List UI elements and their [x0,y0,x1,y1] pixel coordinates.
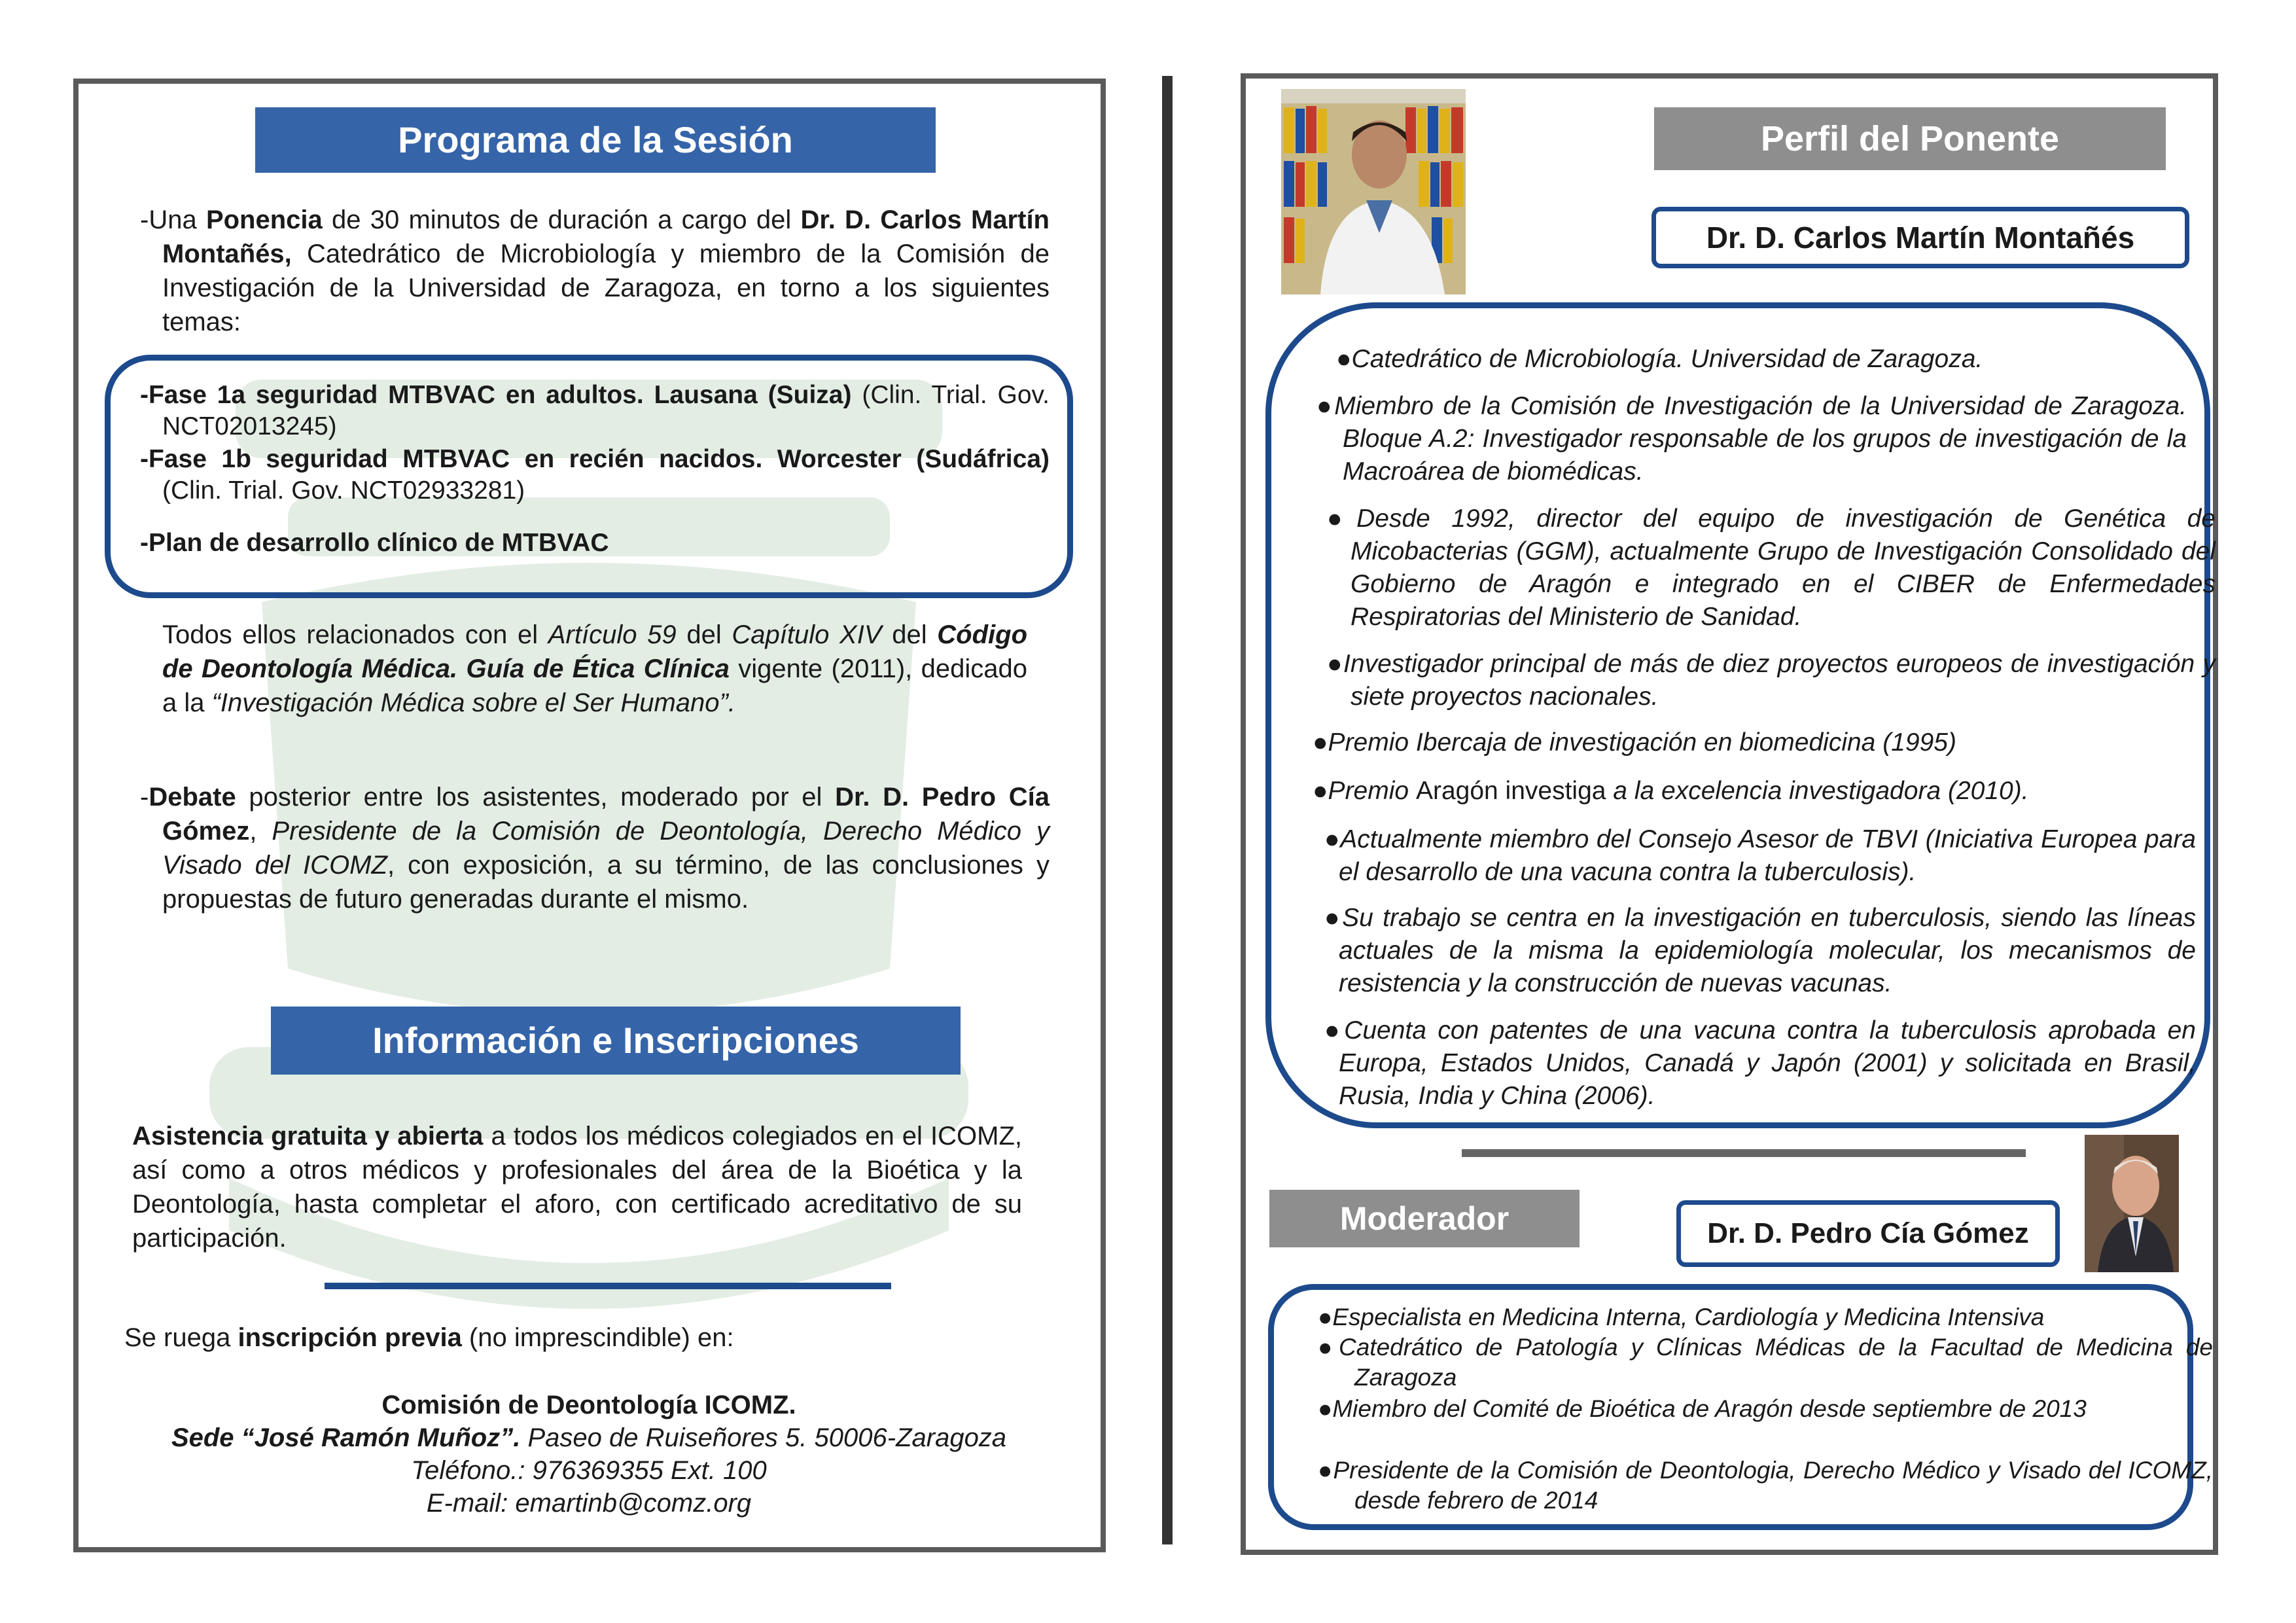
related-italic-1: Artículo 59 [548,620,677,649]
debate-text-2: , con exposición, a su término, de las conclusiones y propuestas de futuro generadas durante el mismo. [162,851,1050,914]
attendance-bold: Asistencia gratuita y abierta [132,1122,484,1150]
moderator-header: Moderador [1269,1190,1580,1247]
ponencia-text-2: de 30 minutos de duración a cargo del [322,205,801,234]
related-text-3: del [881,620,938,649]
related-italic-3: “Investigación Médica sobre el Ser Humano”. [211,688,735,717]
topic-2-ref: (Clin. Trial. Gov. NCT02933281) [162,476,525,505]
award2-name: Aragón investiga [1415,777,1606,805]
debate-dash: - [140,783,149,812]
speaker-bullet-4: ●Investigador principal de más de diez proyectos europeos de investigación y siete proyectos nacionales. [1327,650,2216,711]
award2-text-2: a la excelencia investigadora (2010). [1606,777,2029,805]
speaker-bullet-5: ●Premio Ibercaja de investigación en biomedicina (1995) [1313,728,1956,757]
speaker-name-box: Dr. D. Carlos Martín Montañés [1651,207,2189,268]
contact-sede-name: Sede “José Ramón Muñoz”. [171,1423,521,1452]
registration-line [124,1321,1027,1355]
related-text-1: Todos ellos relacionados con el [162,620,548,649]
speaker-bullet-3: ●Desde 1992, director del equipo de investigación de Genética de Micobacterias (GGM), actualmente Grupo de Investigación Consolidado del Gobierno de Aragón e integrado en el CIBER de Enfermedades Respiratorias del Ministerio de Sanidad. [1327,505,2216,631]
related-code-title: Código de Deontología Médica. Guía de Ética Clínica [162,620,1028,683]
contact-org: Comisión de Deontología ICOMZ. [381,1391,796,1419]
contact-email: E-mail: emartinb@comz.org [426,1489,752,1518]
moderator-bullet-2: ●Catedrático de Patología y Clínicas Médicas de la Facultad de Medicina de Zaragoza [1318,1334,2213,1391]
moderator-divider-line [1462,1149,2026,1157]
contact-address: Paseo de Ruiseñores 5. 50006-Zaragoza [520,1423,1007,1452]
contact-phone: Teléfono.: 976369355 Ext. 100 [411,1456,767,1485]
speaker-bullet-7: ●Actualmente miembro del Consejo Asesor de TBVI (Iniciativa Europea para el desarrollo de una vacuna contra la tuberculosis). [1324,825,2196,886]
topic-1-ref: (Clin. Trial. Gov. NCT02013245) [162,381,1050,440]
speaker-bullet-8: ●Su trabajo se centra en la investigación en tuberculosis, siendo las líneas actuales de la misma la epidemiología molecular, los mecanismos de resistencia y la construcción de nuevas vacunas. [1324,904,2196,997]
registration-text-2: (no imprescindible) en: [461,1323,734,1352]
topic-1-bold: -Fase 1a seguridad MTBVAC en adultos. Lausana (Suiza) [140,381,852,409]
debate-text-1: posterior entre los asistentes, moderado por el [236,783,836,812]
center-divider [1162,76,1173,1544]
speaker-bullet-6 [1313,775,2178,808]
related-italic-2: Capítulo XIV [732,620,882,649]
ponencia-bold-1: Ponencia [205,205,323,234]
moderator-photo [2085,1135,2179,1272]
attendance-paragraph [132,1119,1022,1255]
debate-comma: , [249,817,272,846]
moderator-name-box: Dr. D. Pedro Cía Gómez [1676,1200,2060,1267]
speaker-bullet-1: ●Catedrático de Microbiología. Universidad de Zaragoza. [1336,345,1983,373]
award2-text-1: ●Premio [1313,777,1416,805]
topic-2 [140,444,1050,507]
speaker-photo [1281,89,1466,294]
debate-bold: Debate [149,783,236,812]
moderator-bullet-1: ●Especialista en Medicina Interna, Cardiología y Medicina Intensiva [1318,1304,2045,1330]
related-text-2: del [676,620,732,649]
contact-block [98,1389,1080,1520]
topic-3-bold: -Plan de desarrollo clínico de MTBVAC [140,529,609,557]
ponencia-text-3: Catedrático de Microbiología y miembro de la Comisión de Investigación de la Universidad de Zaragoza, en torno a los siguientes temas: [162,240,1050,336]
debate-paragraph [140,780,1050,916]
related-text-4: vigente (2011), dedicado a la [162,654,1027,717]
topic-2-bold: -Fase 1b seguridad MTBVAC en recién nacidos. Worcester (Sudáfrica) [140,445,1050,473]
topic-1 [140,380,1050,442]
moderator-bullet-4: ●Presidente de la Comisión de Deontologia, Derecho Médico y Visado del ICOMZ, desde febrero de 2014 [1318,1457,2213,1514]
moderator-bullet-3: ●Miembro del Comité de Bioética de Aragón desde septiembre de 2013 [1318,1395,2087,1422]
related-paragraph [162,618,1027,720]
info-divider-line [325,1283,891,1289]
speaker-bullet-9: ●Cuenta con patentes de una vacuna contra la tuberculosis aprobada en Europa, Estados Unidos, Canadá y Japón (2001) y solicitada en Brasil, Rusia, India y China (2006). [1324,1016,2196,1110]
attendance-text: a todos los médicos colegiados en el ICOMZ, así como a otros médicos y profesionales del área de la Bioética y la Deontología, hasta completar el aforo, con certificado acreditativo de su participación. [132,1122,1022,1253]
ponencia-paragraph [140,203,1050,339]
debate-moderator-name: Dr. D. Pedro Cía Gómez [162,783,1050,846]
ponencia-text-1: -Una [140,205,206,234]
speaker-bullet-2: ●Miembro de la Comisión de Investigación de la Universidad de Zaragoza. Bloque A.2: Investigador responsable de los grupos de investigación de la Macroárea de biomédicas. [1316,392,2187,486]
program-header: Programa de la Sesión [255,107,936,173]
info-header: Información e Inscripciones [271,1007,961,1075]
debate-moderator-role: Presidente de la Comisión de Deontología, Derecho Médico y Visado del ICOMZ [162,817,1050,880]
profile-header: Perfil del Ponente [1654,107,2166,170]
topic-3 [140,527,1027,559]
registration-text-1: Se ruega [124,1323,238,1352]
registration-bold: inscripción previa [238,1323,462,1352]
ponencia-bold-2: Dr. D. Carlos Martín Montañés, [162,205,1050,268]
